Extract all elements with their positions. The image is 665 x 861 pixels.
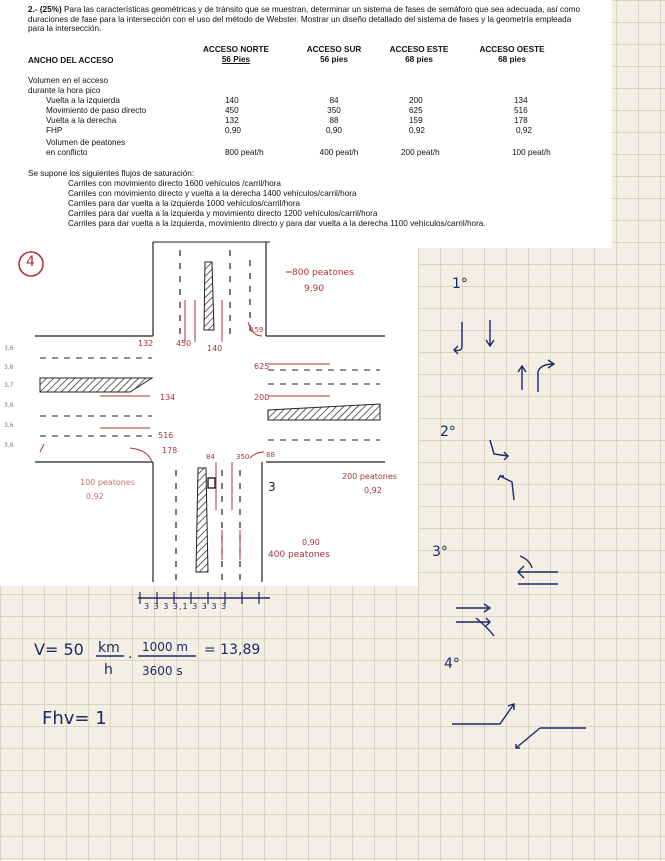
phase-diagrams [452,320,586,748]
south-3: 3 [268,480,276,494]
south-fhp: 0,90 [302,538,320,547]
section-label-1: Volumen en el acceso [28,76,109,85]
problem-text: Para las características geométricas y de tránsito que se muestran, determinar un sistema de fases de semáforo que sea adecuada, así como duraciones de fase para la intersección con el uso del método de Webster. Mostrar un diseño detallado del sistema de fases y la geometría empleada para la intersección. [28,5,581,34]
phase-3-label: 3° [432,544,448,560]
phase4-diag-2 [516,728,540,748]
west-peds: 100 peatones [80,478,135,487]
cell-n-through: 450 [225,106,239,115]
cell-e-fhp: 0,92 [409,126,425,135]
cell-s-left: 84 [329,96,339,105]
ped-label-1: Volumen de peatones [46,138,126,147]
ped-label-2: en conflicto [46,148,88,157]
cell-w-left: 134 [514,96,528,105]
left-dim-5: 3,6 [4,422,14,429]
south-median [196,468,208,572]
cell-e-right: 159 [409,116,423,125]
north-peds: 800 peatones [292,268,354,278]
west-134: 134 [160,393,176,402]
left-dim-4: 3,6 [4,402,14,409]
cell-s-right: 88 [329,116,339,125]
calc-num: 1000 m [142,640,189,654]
south-peds: 400 peatones [268,550,330,560]
cell-n-peds: 800 peat/h [225,148,264,157]
west-fhp: 0,92 [86,492,104,501]
phase-1-label: 1° [452,276,468,292]
saturation-line-4: Carriles para dar vuelta a la izquierda y movimiento directo 1200 vehículos/carril/hora [68,209,378,218]
saturation-line-3: Carriles para dar vuelta a la izquierda 1000 vehículos/carril/hora [68,199,301,208]
north-median [204,262,214,330]
south-84: 84 [206,453,215,461]
west-178: 178 [162,446,178,455]
left-dim-3: 3,7 [4,382,14,389]
nb-132: 132 [138,339,154,348]
cell-w-peds: 100 peat/h [512,148,551,157]
nb-159: 159 [250,326,264,334]
header-north: ACCESO NORTE 56 Pies [203,45,269,64]
west-516: 516 [158,431,174,440]
left-dim-2: 3,6 [4,364,14,371]
calc-dot: . [128,646,133,662]
south-88: 88 [266,451,275,459]
problem-number: 2.- (25%) [28,5,62,14]
cell-w-fhp: 0,92 [516,126,532,135]
cell-s-fhp: 0,90 [326,126,342,135]
saturation-line-5: Carriles para dar vuelta a la izquierda, movimiento directo y para dar vuelta a la derecha 1100 vehículos/carril/hora. [68,219,486,228]
east-peds: 200 peatones [342,472,397,481]
calc-h: h [104,662,113,678]
phase1-nb-right [538,364,554,392]
row-label-fhp: FHP [46,126,63,135]
cell-w-right: 178 [514,116,528,125]
cell-s-through: 350 [327,106,341,115]
header-east: ACCESO ESTE 68 pies [389,45,449,64]
cell-n-right: 132 [225,116,239,125]
circle-number: 4 [26,254,35,270]
saturation-line-1: Carriles con movimiento directo 1600 vehículos /carril/hora [68,179,281,188]
row-label-right: Vuelta a la derecha [46,116,117,125]
phase3-curve [520,556,532,568]
cell-s-peds: 400 peat/h [319,148,359,157]
calc-result: = 13,89 [204,642,261,658]
col0-header: ANCHO DEL ACCESO [28,56,114,65]
cell-e-peds: 200 peat/h [401,148,440,157]
west-median [40,378,152,392]
saturation-intro: Se supone los siguientes flujos de saturación: [28,169,195,178]
cell-e-through: 625 [409,106,423,115]
phase-4-label: 4° [444,656,460,672]
east-200: 200 [254,393,270,402]
calc-v: V= 50 [34,640,84,659]
cell-n-left: 140 [225,96,239,105]
calc-km: km [98,640,120,656]
nb-140: 140 [207,344,223,353]
nb-450: 450 [176,339,192,348]
row-label-through: Movimiento de paso directo [46,106,147,115]
south-350: 350 [236,453,250,461]
row-label-left: Vuelta a la izquierda [46,96,120,105]
phase-2-label: 2° [440,424,456,440]
north-fhp: 9,90 [304,284,325,294]
left-dim-6: 3,6 [4,442,14,449]
east-median [268,404,380,420]
cell-n-fhp: 0,90 [225,126,241,135]
saturation-line-2: Carriles con movimiento directo y vuelta a la derecha 1400 vehículos/carril/hora [68,189,357,198]
cell-e-left: 200 [409,96,423,105]
south-signal-box [208,478,215,488]
phase3-right-arrow [476,618,494,636]
section-label-2: durante la hora pico [28,86,101,95]
east-625: 625 [254,362,270,371]
calc-den: 3600 s [142,664,183,678]
header-west: ACCESO OESTE 68 pies [479,45,545,64]
phase4-diag-1 [500,704,514,724]
cell-w-through: 516 [514,106,528,115]
bottom-dims: 3 3 3 3,1 3 3 3 3 [144,602,228,611]
phase2-arrow-2 [500,476,514,500]
left-dim-1: 3,6 [4,345,14,352]
header-south: ACCESO SUR 56 pies [306,45,362,64]
east-fhp: 0,92 [364,486,382,495]
calc-fhv: Fhv= 1 [42,708,107,729]
